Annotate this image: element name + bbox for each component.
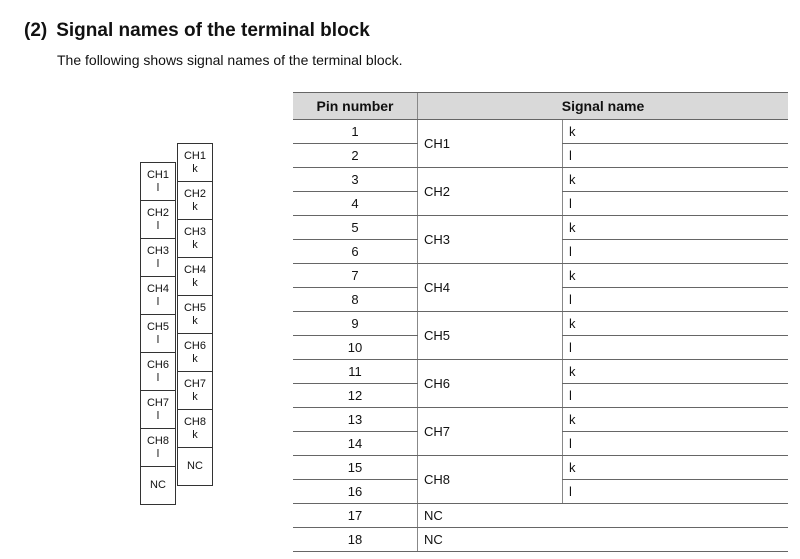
terminal-left-ch2 xyxy=(140,200,176,239)
terminal-left-ch1 xyxy=(140,162,176,201)
header-pin-number: Pin number xyxy=(293,93,418,120)
pin-number-cell: 15 xyxy=(293,456,418,480)
terminal-right-ch2 xyxy=(177,181,213,220)
signal-polarity-cell: k xyxy=(563,120,789,144)
table-row xyxy=(293,264,788,288)
terminal-label: CH4 xyxy=(146,283,169,295)
pin-number-cell: 18 xyxy=(293,528,418,552)
signal-polarity-cell: l xyxy=(563,144,789,168)
channel-cell: CH1 xyxy=(418,120,563,168)
signal-polarity-cell: k xyxy=(563,168,789,192)
signal-polarity-cell: k xyxy=(563,408,789,432)
pin-number-cell: 1 xyxy=(293,120,418,144)
channel-cell: CH8 xyxy=(418,456,563,504)
section-number: (2) xyxy=(24,20,48,41)
signal-polarity-cell: l xyxy=(563,240,789,264)
terminal-label: CH5 xyxy=(183,302,206,314)
terminal-polarity: l xyxy=(156,334,160,346)
signal-polarity-cell: l xyxy=(563,432,789,456)
channel-cell: CH3 xyxy=(418,216,563,264)
terminal-polarity: l xyxy=(156,258,160,270)
terminal-label: CH7 xyxy=(146,397,169,409)
table-row xyxy=(293,408,788,432)
terminal-left-ch3 xyxy=(140,238,176,277)
channel-cell: CH4 xyxy=(418,264,563,312)
pin-number-cell: 8 xyxy=(293,288,418,312)
terminal-label: CH1 xyxy=(183,150,206,162)
terminal-right-nc xyxy=(177,447,213,486)
pin-number-cell: 13 xyxy=(293,408,418,432)
signal-name-cell: NC xyxy=(418,504,789,528)
pin-number-cell: 4 xyxy=(293,192,418,216)
pin-number-cell: 17 xyxy=(293,504,418,528)
terminal-block-right-column xyxy=(177,143,213,486)
pin-number-cell: 7 xyxy=(293,264,418,288)
terminal-label: CH6 xyxy=(146,359,169,371)
terminal-label: CH8 xyxy=(146,435,169,447)
signal-table-body xyxy=(293,120,788,552)
table-row xyxy=(293,456,788,480)
terminal-label: CH5 xyxy=(146,321,169,333)
terminal-polarity: l xyxy=(156,296,160,308)
terminal-right-ch8 xyxy=(177,409,213,448)
terminal-label: CH1 xyxy=(146,169,169,181)
signal-polarity-cell: l xyxy=(563,336,789,360)
pin-number-cell: 12 xyxy=(293,384,418,408)
channel-cell: CH6 xyxy=(418,360,563,408)
terminal-label: NC xyxy=(187,460,203,472)
terminal-label: CH2 xyxy=(183,188,206,200)
terminal-left-ch4 xyxy=(140,276,176,315)
terminal-polarity: l xyxy=(156,182,160,194)
pin-number-cell: 2 xyxy=(293,144,418,168)
pin-number-cell: 11 xyxy=(293,360,418,384)
table-row xyxy=(293,312,788,336)
section-title: Signal names of the terminal block xyxy=(56,20,370,41)
terminal-label: CH4 xyxy=(183,264,206,276)
pin-number-cell: 9 xyxy=(293,312,418,336)
terminal-polarity: l xyxy=(156,372,160,384)
terminal-polarity: k xyxy=(192,391,198,403)
signal-polarity-cell: k xyxy=(563,264,789,288)
terminal-right-ch4 xyxy=(177,257,213,296)
terminal-left-ch6 xyxy=(140,352,176,391)
terminal-left-ch8 xyxy=(140,428,176,467)
terminal-polarity: k xyxy=(192,277,198,289)
terminal-right-ch5 xyxy=(177,295,213,334)
pin-number-cell: 10 xyxy=(293,336,418,360)
pin-number-cell: 5 xyxy=(293,216,418,240)
signal-polarity-cell: l xyxy=(563,480,789,504)
terminal-polarity: k xyxy=(192,239,198,251)
signal-polarity-cell: l xyxy=(563,288,789,312)
pin-number-cell: 3 xyxy=(293,168,418,192)
terminal-left-nc xyxy=(140,466,176,505)
terminal-right-ch6 xyxy=(177,333,213,372)
terminal-polarity: k xyxy=(192,315,198,327)
terminal-right-ch1 xyxy=(177,143,213,182)
terminal-right-ch3 xyxy=(177,219,213,258)
terminal-right-ch7 xyxy=(177,371,213,410)
signal-name-cell: NC xyxy=(418,528,789,552)
signal-name-table xyxy=(293,92,788,552)
terminal-polarity: l xyxy=(156,220,160,232)
signal-polarity-cell: k xyxy=(563,216,789,240)
terminal-label: CH3 xyxy=(183,226,206,238)
channel-cell: CH7 xyxy=(418,408,563,456)
terminal-polarity: k xyxy=(192,429,198,441)
signal-polarity-cell: l xyxy=(563,192,789,216)
terminal-polarity: k xyxy=(192,353,198,365)
table-row xyxy=(293,504,788,528)
table-row xyxy=(293,168,788,192)
terminal-label: CH6 xyxy=(183,340,206,352)
terminal-polarity: k xyxy=(192,163,198,175)
terminal-left-ch7 xyxy=(140,390,176,429)
signal-polarity-cell: l xyxy=(563,384,789,408)
signal-polarity-cell: k xyxy=(563,456,789,480)
channel-cell: CH5 xyxy=(418,312,563,360)
pin-number-cell: 6 xyxy=(293,240,418,264)
header-signal-name: Signal name xyxy=(418,93,789,120)
terminal-label: CH2 xyxy=(146,207,169,219)
section-heading xyxy=(24,20,370,42)
pin-number-cell: 16 xyxy=(293,480,418,504)
table-header-row xyxy=(293,93,788,120)
intro-text: The following shows signal names of the terminal block. xyxy=(57,52,403,68)
terminal-label: NC xyxy=(150,479,166,491)
terminal-polarity: l xyxy=(156,410,160,422)
table-row xyxy=(293,120,788,144)
channel-cell: CH2 xyxy=(418,168,563,216)
terminal-polarity: k xyxy=(192,201,198,213)
terminal-polarity: l xyxy=(156,448,160,460)
pin-number-cell: 14 xyxy=(293,432,418,456)
table-row xyxy=(293,216,788,240)
signal-polarity-cell: k xyxy=(563,312,789,336)
terminal-left-ch5 xyxy=(140,314,176,353)
terminal-label: CH3 xyxy=(146,245,169,257)
terminal-label: CH7 xyxy=(183,378,206,390)
terminal-block-left-column xyxy=(140,162,176,505)
table-row xyxy=(293,528,788,552)
terminal-label: CH8 xyxy=(183,416,206,428)
table-row xyxy=(293,360,788,384)
signal-polarity-cell: k xyxy=(563,360,789,384)
